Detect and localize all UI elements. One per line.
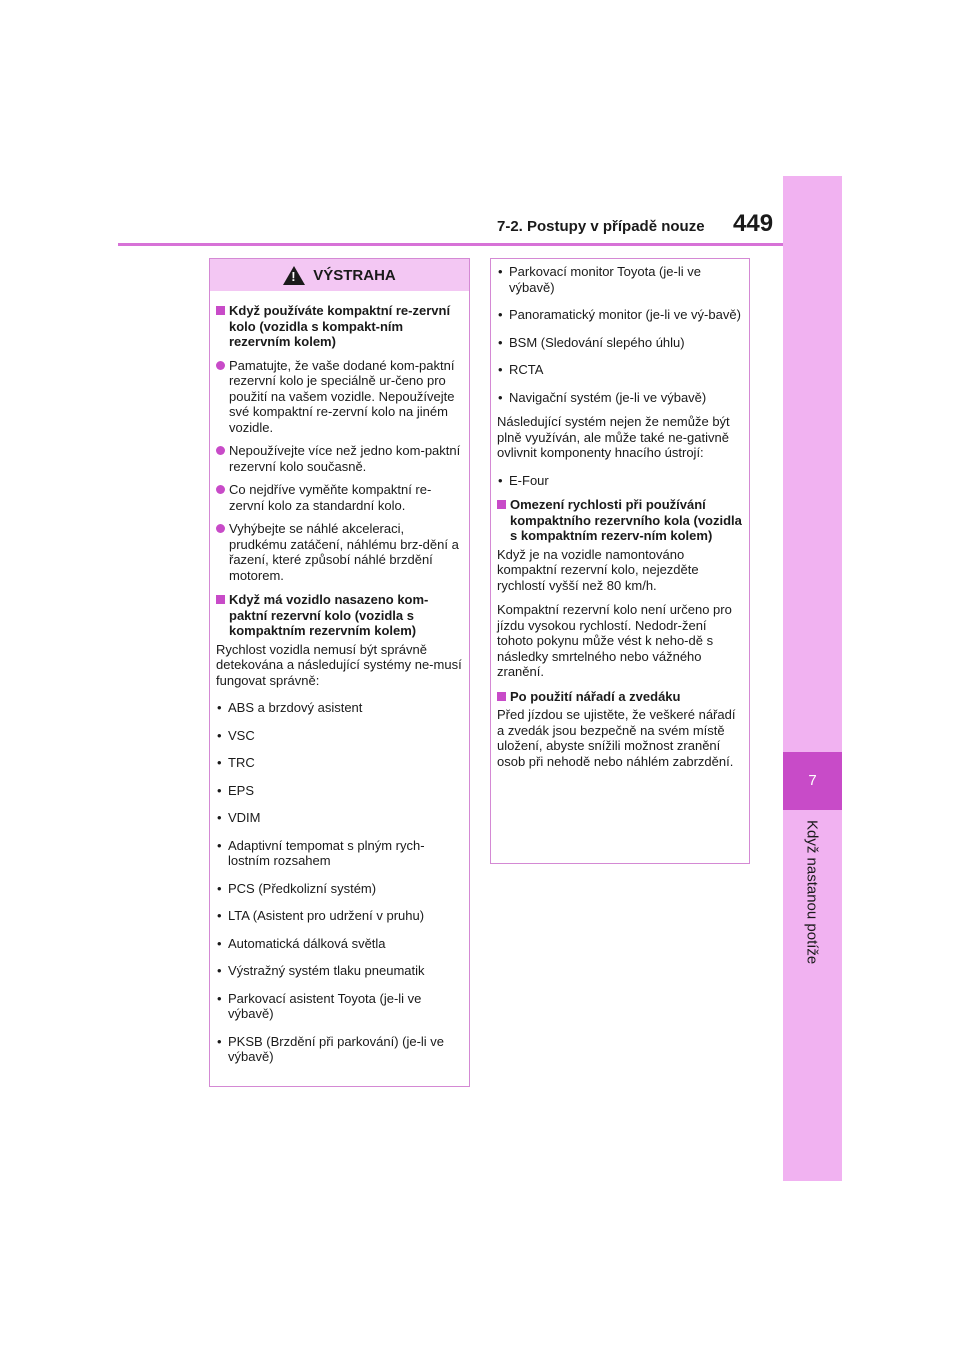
list-item: • ABS a brzdový asistent: [217, 700, 363, 715]
circle-bullet-icon: [216, 361, 225, 370]
list-item: • Parkovací monitor Toyota (je-li ve výbavě): [498, 264, 701, 295]
list-item: Nepoužívejte více než jedno kom-paktní rezervní kolo současně.: [216, 443, 463, 474]
paragraph: Následující systém nejen že nemůže být plně využíván, ale může také ne-gativně ovlivnit komponenty hnacího ústrojí:: [497, 414, 730, 460]
paragraph: Rychlost vozidla nemusí být správně detekována a následující systémy ne-musí fungovat správně:: [216, 641, 462, 688]
chapter-side-tab: [783, 176, 842, 1181]
warning-box-right: [490, 258, 750, 864]
square-bullet-icon: [216, 306, 225, 315]
section-title: 7-2. Postupy v případě nouze: [497, 218, 705, 235]
list-item: • LTA (Asistent pro udržení v pruhu): [217, 908, 425, 923]
subheading: Když používáte kompaktní re-zervní kolo (vozidla s kompakt-ním rezervním kolem): [216, 303, 463, 350]
paragraph: Kompaktní rezervní kolo není určeno pro jízdu vysokou rychlostí. Nedodr-žení tohoto pokynu může vést k neho-dě s následky smrtelného nebo vážného zranění.: [497, 602, 732, 679]
list-item: • RCTA: [498, 362, 544, 377]
subheading: Omezení rychlosti při používání kompaktního rezervního kola (vozidla s kompaktním rezerv-ním kolem): [497, 497, 743, 544]
paragraph: Když je na vozidle namontováno kompaktní rezervní kolo, nejezděte rychlostí vyšší než 80 km/h.: [497, 546, 699, 593]
list-item: Vyhýbejte se náhlé akceleraci, prudkému zatáčení, náhlému brz-dění a řazení, které způsobí náhlé brzdění motorem.: [216, 521, 463, 583]
warning-title: VÝSTRAHA: [313, 266, 396, 284]
list-item: • EPS: [217, 782, 255, 798]
square-bullet-icon: [216, 595, 225, 604]
list-item: • Automatická dálková světla: [217, 935, 386, 951]
warning-triangle-icon: [283, 266, 305, 285]
subheading: Po použití nářadí a zvedáku: [497, 689, 743, 705]
chapter-number: 7: [783, 752, 842, 810]
list-item: • VSC: [217, 727, 255, 743]
list-item: • BSM (Sledování slepého úhlu): [498, 334, 685, 350]
list-item: Pamatujte, že vaše dodané kom-paktní rezervní kolo je speciálně ur-čeno pro použití na vašem vozidle. Nepoužívejte své kompaktní re-zervní kolo na jiném vozidle.: [216, 358, 463, 436]
list-item: • E-Four: [498, 472, 549, 488]
list-item: • Panoramatický monitor (je-li ve vý-bavě): [498, 307, 741, 322]
header-rule: [118, 243, 783, 246]
square-bullet-icon: [497, 692, 506, 701]
subheading: Když má vozidlo nasazeno kom-paktní rezervní kolo (vozidla s kompaktním rezervním kolem): [216, 592, 463, 639]
list-item: • PCS (Předkolizní systém): [217, 880, 377, 896]
list-item: • TRC: [217, 755, 255, 770]
list-item: • Navigační systém (je-li ve výbavě): [498, 389, 707, 405]
list-item: • VDIM: [217, 810, 261, 825]
chapter-label: Když nastanou potíže: [803, 820, 821, 965]
circle-bullet-icon: [216, 524, 225, 533]
list-item: • Adaptivní tempomat s plným rych-lostním rozsahem: [217, 837, 425, 868]
warning-header: [210, 259, 469, 291]
list-item: Co nejdříve vyměňte kompaktní re-zervní kolo za standardní kolo.: [216, 482, 463, 513]
circle-bullet-icon: [216, 446, 225, 455]
list-item: • Výstražný systém tlaku pneumatik: [217, 963, 425, 978]
list-item: • Parkovací asistent Toyota (je-li ve výbavě): [217, 990, 422, 1021]
circle-bullet-icon: [216, 485, 225, 494]
warning-box-left: [209, 258, 470, 1087]
page-number: 449: [733, 210, 774, 237]
square-bullet-icon: [497, 500, 506, 509]
paragraph: Před jízdou se ujistěte, že veškeré nářadí a zvedák jsou bezpečně na svém místě uložení, abyste snížili možnost zranění osob při nehodě nebo náhlém zabrzdění.: [497, 707, 736, 769]
list-item: • PKSB (Brzdění při parkování) (je-li ve výbavě): [217, 1033, 445, 1064]
